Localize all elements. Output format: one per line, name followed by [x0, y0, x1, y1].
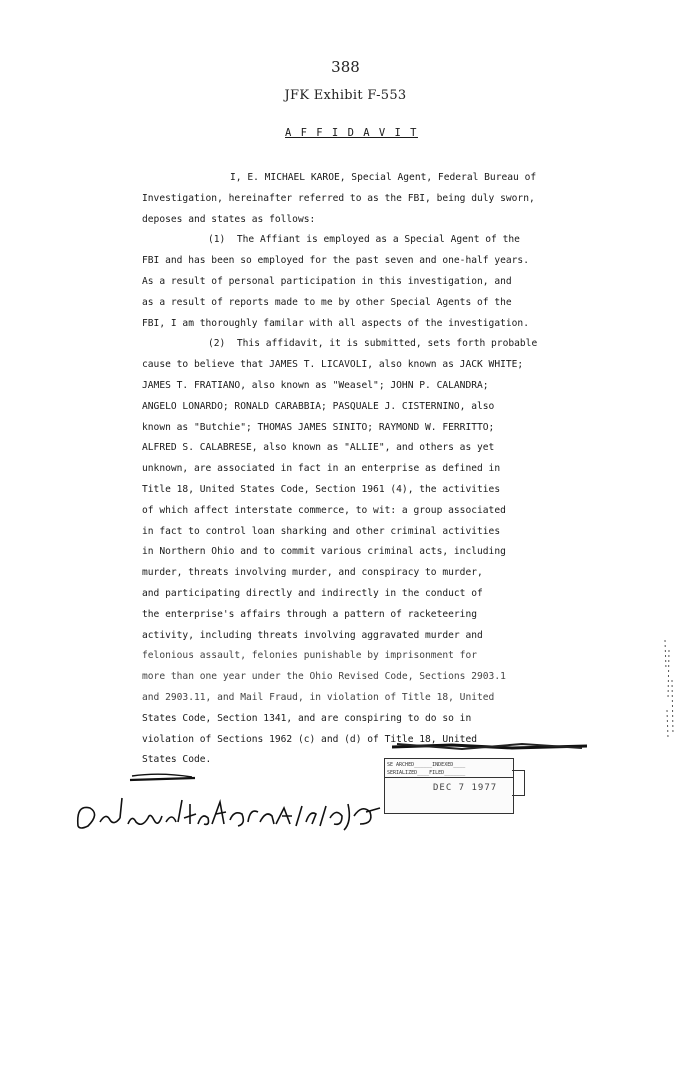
body-line: as a result of reports made to me by other Special Agents of the [142, 296, 512, 308]
body-line: FBI, I am thoroughly familar with all aspects of the investigation. [142, 317, 529, 329]
body-line: States Code. [142, 754, 212, 766]
file-stamp [384, 758, 514, 814]
exhibit-label: JFK Exhibit F-553 [284, 88, 407, 103]
stamp-searched-indexed: SE ARCHED______INDEXED____ [387, 762, 466, 768]
body-line: in Northern Ohio and to commit various criminal acts, including [142, 546, 506, 558]
body-line: the enterprise's affairs through a pattern of racketeering [142, 608, 478, 620]
redaction-scribble [392, 741, 587, 751]
body-line: and participating directly and indirectly in the conduct of [142, 587, 483, 599]
body-line: ANGELO LONARDO; RONALD CARABBIA; PASQUALE J. CISTERNINO, also [142, 400, 495, 412]
body-line: known as "Butchie"; THOMAS JAMES SINITO; RAYMOND W. FERRITTO; [142, 421, 495, 433]
affidavit-body [142, 168, 552, 771]
stamp-divider [385, 777, 513, 778]
body-line: JAMES T. FRATIANO, also known as "Weasel"; JOHN P. CALANDRA; [142, 379, 489, 391]
body-line: ALFRED S. CALABRESE, also known as "ALLIE", and others as yet [142, 442, 495, 454]
body-line: (1) The Affiant is employed as a Special Agent of the [208, 234, 520, 246]
body-line: (2) This affidavit, it is submitted, sets forth probable [208, 338, 538, 350]
body-line: cause to believe that JAMES T. LICAVOLI, also known as JACK WHITE; [142, 359, 524, 371]
body-line: murder, threats involving murder, and conspiracy to murder, [142, 567, 483, 579]
body-line: and 2903.11, and Mail Fraud, in violation of Title 18, United [142, 691, 495, 703]
margin-scan-marks [661, 640, 679, 740]
handwritten-annotation [70, 768, 390, 838]
body-line: in fact to control loan sharking and other criminal activities [142, 525, 501, 537]
body-line: Investigation, hereinafter referred to as the FBI, being duly sworn, [142, 192, 535, 204]
body-line: States Code, Section 1341, and are conspiring to do so in [142, 712, 472, 724]
body-line: As a result of personal participation in this investigation, and [142, 275, 512, 287]
body-line: deposes and states as follows: [142, 213, 316, 225]
body-line: felonious assault, felonies punishable by imprisonment for [142, 650, 478, 662]
page-number: 388 [331, 58, 360, 76]
body-line: FBI and has been so employed for the past seven and one-half years. [142, 255, 529, 267]
document-title: A F F I D A V I T [285, 127, 418, 139]
body-line: activity, including threats involving aggravated murder and [142, 629, 483, 641]
body-line: unknown, are associated in fact in an enterprise as defined in [142, 463, 501, 475]
body-line: I, E. MICHAEL KAROE, Special Agent, Federal Bureau of [230, 172, 537, 183]
body-line: violation of Sections 1962 (c) and (d) of Title 18, United [142, 733, 478, 745]
body-line: Title 18, United States Code, Section 1961 (4), the activities [142, 483, 501, 495]
stamp-date: DEC 7 1977 [433, 783, 498, 793]
body-line: of which affect interstate commerce, to wit: a group associated [142, 504, 506, 516]
body-line: more than one year under the Ohio Revised Code, Sections 2903.1 [142, 671, 506, 683]
stamp-serialized-filed: SERIALIZED____FILED_______ [387, 770, 466, 776]
stamp-tab [512, 770, 525, 796]
